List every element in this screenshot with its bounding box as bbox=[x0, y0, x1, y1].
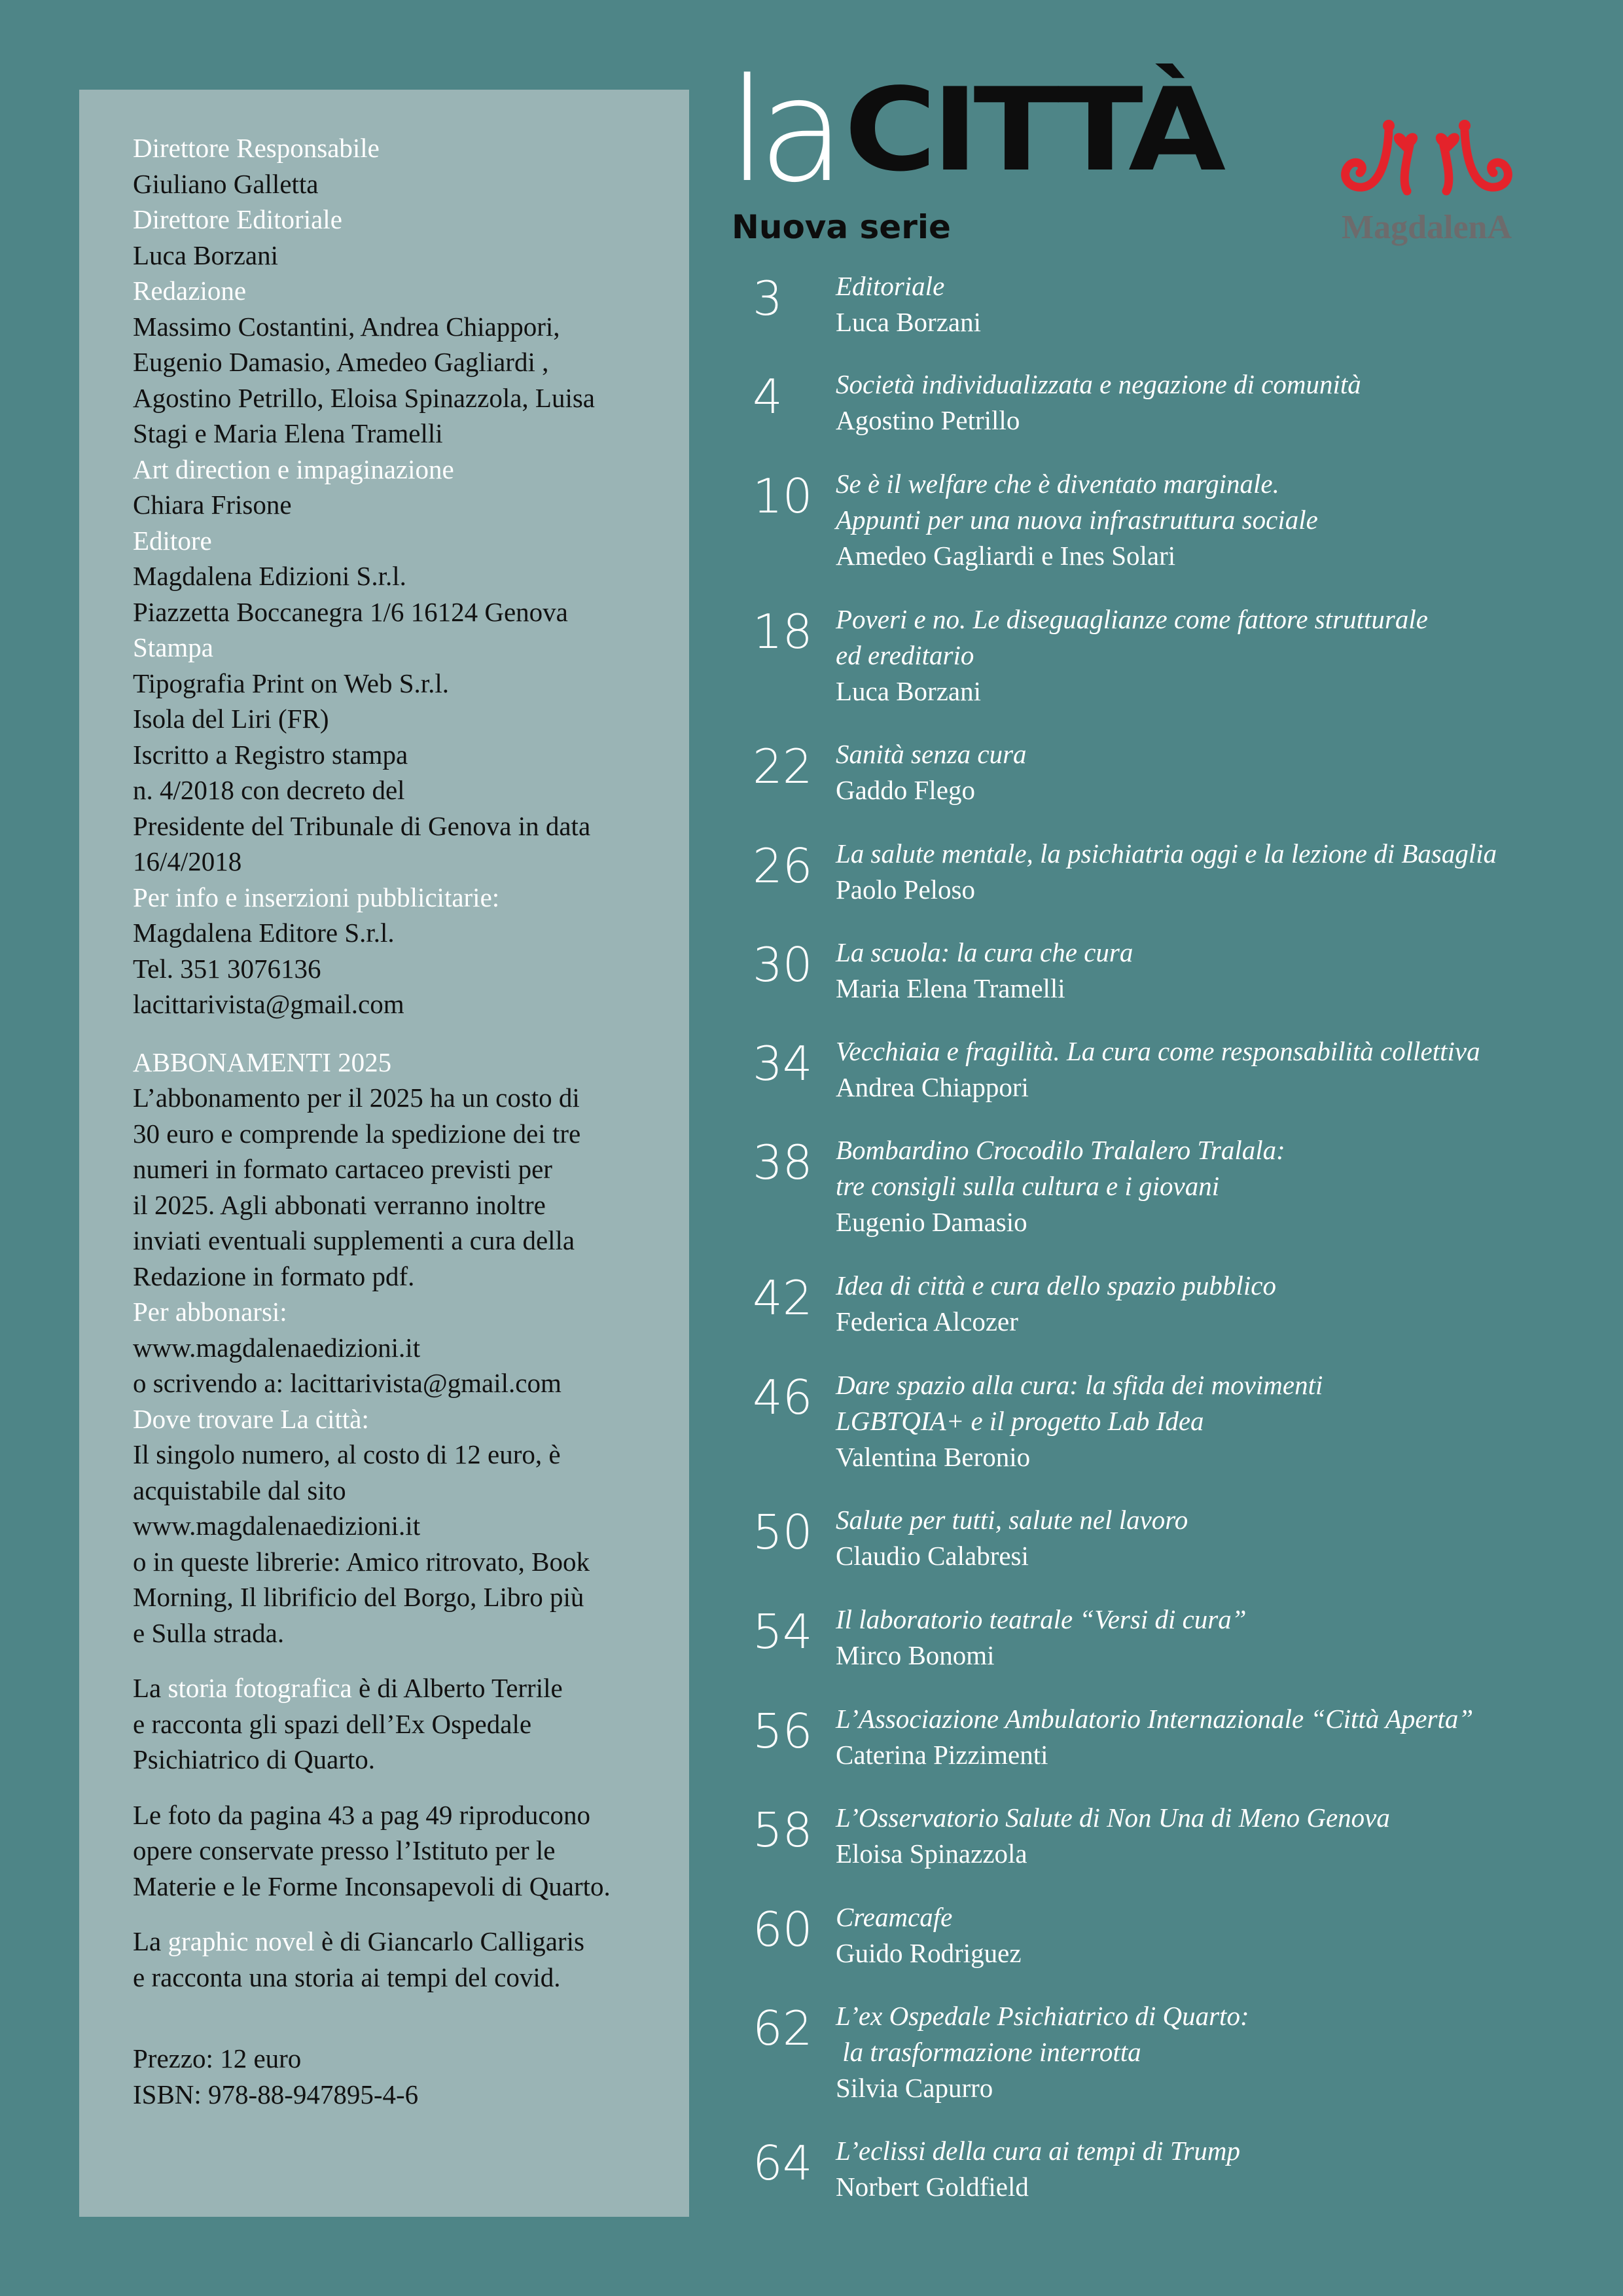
toc-page-number: 64 bbox=[753, 2136, 813, 2191]
toc-author: Andrea Chiappori bbox=[836, 1072, 1029, 1102]
foto-line: opere conservate presso l’Istituto per le bbox=[133, 1835, 556, 1865]
toc-author: Eloisa Spinazzola bbox=[836, 1839, 1027, 1869]
masthead-la: la bbox=[728, 48, 837, 214]
stampa-line: Iscritto a Registro stampa bbox=[133, 739, 408, 770]
dove-line: Il singolo numero, al costo di 12 euro, è bbox=[133, 1439, 561, 1469]
toc-entry bbox=[753, 1132, 1597, 1268]
table-of-contents bbox=[753, 268, 1597, 2212]
colophon-panel bbox=[79, 90, 689, 2217]
toc-page-number: 42 bbox=[753, 1270, 813, 1325]
abbonamenti-line: il 2025. Agli abbonati verranno inoltre bbox=[133, 1189, 546, 1220]
abbonarsi-email: o scrivendo a: lacittarivista@gmail.com bbox=[133, 1368, 562, 1398]
toc-title: Vecchiaia e fragilità. La cura come responsabilità collettiva bbox=[836, 1036, 1480, 1066]
abbonamenti-line: L’abbonamento per il 2025 ha un costo di bbox=[133, 1083, 580, 1113]
toc-title: La scuola: la cura che cura bbox=[836, 937, 1133, 967]
magdalena-monogram-icon bbox=[1329, 111, 1525, 209]
toc-author: Federica Alcozer bbox=[836, 1306, 1018, 1336]
masthead bbox=[728, 48, 1251, 253]
info-label: Per info e inserzioni pubblicitarie: bbox=[133, 882, 500, 912]
stampa-line: n. 4/2018 con decreto del bbox=[133, 775, 405, 805]
redazione-line: Eugenio Damasio, Amedeo Gagliardi , bbox=[133, 347, 549, 377]
toc-entry bbox=[753, 367, 1597, 466]
toc-title: Sanità senza cura bbox=[836, 739, 1027, 769]
toc-title: Il laboratorio teatrale “Versi di cura” bbox=[836, 1604, 1247, 1634]
toc-author: Maria Elena Tramelli bbox=[836, 973, 1065, 1003]
toc-author: Valentina Beronio bbox=[836, 1442, 1031, 1472]
toc-entry bbox=[753, 1602, 1597, 1701]
direttore-editoriale: Luca Borzani bbox=[133, 240, 278, 270]
toc-page-number: 10 bbox=[753, 469, 813, 524]
toc-page-number: 3 bbox=[753, 271, 783, 326]
toc-entry bbox=[753, 736, 1597, 836]
storia-pre: La bbox=[133, 1673, 168, 1703]
toc-entry bbox=[753, 1998, 1597, 2133]
graphic-post: è di Giancarlo Calligaris bbox=[314, 1926, 584, 1956]
abbonamenti-line: 30 euro e comprende la spedizione dei tre bbox=[133, 1118, 581, 1149]
toc-title-line-2: ed ereditario bbox=[836, 640, 974, 670]
toc-title-line-2: tre consigli sulla cultura e i giovani bbox=[836, 1171, 1220, 1201]
toc-title: L’Associazione Ambulatorio Internazionale “Città Aperta” bbox=[836, 1704, 1474, 1734]
isbn: ISBN: 978-88-947895-4-6 bbox=[133, 2079, 419, 2109]
toc-entry bbox=[753, 2133, 1597, 2212]
toc-entry bbox=[753, 1899, 1597, 1998]
toc-author: Mirco Bonomi bbox=[836, 1640, 995, 1670]
stampa-line: Isola del Liri (FR) bbox=[133, 704, 329, 734]
toc-entry bbox=[753, 466, 1597, 601]
editore-line: Piazzetta Boccanegra 1/6 16124 Genova bbox=[133, 596, 568, 627]
toc-title: L’ex Ospedale Psichiatrico di Quarto: bbox=[836, 2001, 1249, 2031]
toc-title-line-2: Appunti per una nuova infrastruttura sociale bbox=[836, 505, 1318, 535]
foto-line: Materie e le Forme Inconsapevoli di Quarto. bbox=[133, 1871, 611, 1901]
toc-entry bbox=[753, 1800, 1597, 1899]
toc-entry bbox=[753, 836, 1597, 935]
toc-title: Dare spazio alla cura: la sfida dei movimenti bbox=[836, 1370, 1323, 1400]
toc-title: L’Osservatorio Salute di Non Una di Meno Genova bbox=[836, 1803, 1390, 1833]
direttore-responsabile: Giuliano Galletta bbox=[133, 168, 319, 199]
stampa-line: 16/4/2018 bbox=[133, 846, 242, 876]
toc-author: Paolo Peloso bbox=[836, 874, 975, 905]
prezzo: Prezzo: 12 euro bbox=[133, 2043, 302, 2073]
toc-page-number: 50 bbox=[753, 1505, 813, 1560]
toc-page-number: 4 bbox=[753, 369, 783, 424]
abbonarsi-label: Per abbonarsi: bbox=[133, 1297, 287, 1327]
foto-line: Le foto da pagina 43 a pag 49 riproducono bbox=[133, 1799, 591, 1830]
info-email: lacittarivista@gmail.com bbox=[133, 989, 404, 1019]
art-direction: Chiara Frisone bbox=[133, 490, 292, 520]
toc-page-number: 34 bbox=[753, 1036, 813, 1091]
toc-author: Gaddo Flego bbox=[836, 775, 975, 805]
toc-page-number: 18 bbox=[753, 604, 813, 659]
toc-page-number: 26 bbox=[753, 838, 813, 893]
toc-page-number: 38 bbox=[753, 1135, 813, 1190]
toc-title: Editoriale bbox=[836, 271, 945, 301]
toc-title: Salute per tutti, salute nel lavoro bbox=[836, 1505, 1188, 1535]
dove-line: Morning, Il librificio del Borgo, Libro più bbox=[133, 1582, 584, 1612]
toc-author: Luca Borzani bbox=[836, 676, 981, 706]
art-direction-label: Art direction e impaginazione bbox=[133, 454, 454, 484]
abbonamenti-heading: ABBONAMENTI 2025 bbox=[133, 1047, 392, 1077]
toc-entry bbox=[753, 1701, 1597, 1800]
toc-page-number: 60 bbox=[753, 1902, 813, 1957]
magdalena-logo bbox=[1329, 111, 1525, 255]
info-line: Magdalena Editore S.r.l. bbox=[133, 918, 395, 948]
toc-title: L’eclissi della cura ai tempi di Trump bbox=[836, 2136, 1241, 2166]
redazione-line: Agostino Petrillo, Eloisa Spinazzola, Luisa bbox=[133, 382, 596, 413]
toc-title: Poveri e no. Le diseguaglianze come fattore strutturale bbox=[836, 604, 1428, 634]
abbonarsi-website: www.magdalenaedizioni.it bbox=[133, 1332, 421, 1363]
direttore-responsabile-label: Direttore Responsabile bbox=[133, 133, 380, 163]
toc-author: Caterina Pizzimenti bbox=[836, 1740, 1048, 1770]
toc-title: Bombardino Crocodilo Tralalero Tralala: bbox=[836, 1135, 1285, 1165]
toc-author: Agostino Petrillo bbox=[836, 405, 1020, 435]
graphic-line: e racconta una storia ai tempi del covid. bbox=[133, 1962, 561, 1992]
dove-line: o in queste librerie: Amico ritrovato, Book bbox=[133, 1546, 590, 1577]
masthead-citta: CITTÀ bbox=[844, 64, 1221, 197]
graphic-highlight: graphic novel bbox=[168, 1926, 315, 1956]
toc-entry bbox=[753, 1367, 1597, 1502]
toc-author: Amedeo Gagliardi e Ines Solari bbox=[836, 541, 1176, 571]
masthead-nuova-serie: Nuova serie bbox=[732, 208, 951, 246]
toc-author: Silvia Capurro bbox=[836, 2073, 993, 2103]
toc-page-number: 54 bbox=[753, 1604, 813, 1659]
toc-entry bbox=[753, 935, 1597, 1033]
storia-highlight: storia fotografica bbox=[168, 1673, 352, 1703]
direttore-editoriale-label: Direttore Editoriale bbox=[133, 204, 342, 234]
publisher-name: MagdalenA bbox=[1342, 209, 1512, 246]
toc-page-number: 58 bbox=[753, 1803, 813, 1857]
toc-page-number: 22 bbox=[753, 739, 813, 794]
toc-page-number: 46 bbox=[753, 1370, 813, 1425]
toc-entry bbox=[753, 1268, 1597, 1367]
abbonamenti-line: Redazione in formato pdf. bbox=[133, 1261, 415, 1291]
toc-page-number: 56 bbox=[753, 1704, 813, 1759]
abbonamenti-line: numeri in formato cartaceo previsti per bbox=[133, 1154, 552, 1184]
toc-entry bbox=[753, 1033, 1597, 1132]
dove-line: acquistabile dal sito bbox=[133, 1475, 346, 1505]
toc-title: Se è il welfare che è diventato marginale. bbox=[836, 469, 1279, 499]
stampa-line: Presidente del Tribunale di Genova in data bbox=[133, 810, 591, 841]
toc-title: Idea di città e cura dello spazio pubblico bbox=[836, 1270, 1276, 1300]
toc-author: Claudio Calabresi bbox=[836, 1541, 1029, 1571]
graphic-pre: La bbox=[133, 1926, 168, 1956]
storia-credit bbox=[133, 1670, 643, 1706]
graphic-novel-credit bbox=[133, 1924, 643, 1960]
toc-entry bbox=[753, 1502, 1597, 1602]
toc-entry bbox=[753, 601, 1597, 736]
editore-label: Editore bbox=[133, 525, 212, 556]
abbonamenti-line: inviati eventuali supplementi a cura della bbox=[133, 1225, 575, 1255]
toc-author: Guido Rodriguez bbox=[836, 1938, 1022, 1968]
toc-author: Eugenio Damasio bbox=[836, 1207, 1027, 1237]
toc-entry bbox=[753, 268, 1597, 367]
storia-line: Psichiatrico di Quarto. bbox=[133, 1744, 376, 1774]
redazione-label: Redazione bbox=[133, 276, 247, 306]
toc-title: La salute mentale, la psichiatria oggi e la lezione di Basaglia bbox=[836, 838, 1497, 869]
toc-author: Norbert Goldfield bbox=[836, 2172, 1029, 2202]
storia-post: è di Alberto Terrile bbox=[351, 1673, 563, 1703]
toc-author: Luca Borzani bbox=[836, 307, 981, 337]
stampa-label: Stampa bbox=[133, 632, 213, 662]
dove-line: e Sulla strada. bbox=[133, 1617, 285, 1648]
toc-title: Società individualizzata e negazione di comunità bbox=[836, 369, 1361, 399]
editore-line: Magdalena Edizioni S.r.l. bbox=[133, 561, 406, 591]
redazione-line: Massimo Costantini, Andrea Chiappori, bbox=[133, 311, 560, 342]
redazione-line: Stagi e Maria Elena Tramelli bbox=[133, 418, 443, 448]
toc-title-line-2: LGBTQIA+ e il progetto Lab Idea bbox=[836, 1406, 1204, 1436]
dove-website: www.magdalenaedizioni.it bbox=[133, 1511, 421, 1541]
dove-trovare-label: Dove trovare La città: bbox=[133, 1403, 369, 1434]
stampa-line: Tipografia Print on Web S.r.l. bbox=[133, 668, 450, 698]
toc-title: Creamcafe bbox=[836, 1902, 953, 1932]
toc-page-number: 62 bbox=[753, 2001, 813, 2056]
toc-title-line-2: la trasformazione interrotta bbox=[836, 2037, 1141, 2067]
info-phone: Tel. 351 3076136 bbox=[133, 953, 321, 984]
storia-line: e racconta gli spazi dell’Ex Ospedale bbox=[133, 1708, 532, 1739]
toc-page-number: 30 bbox=[753, 937, 813, 992]
